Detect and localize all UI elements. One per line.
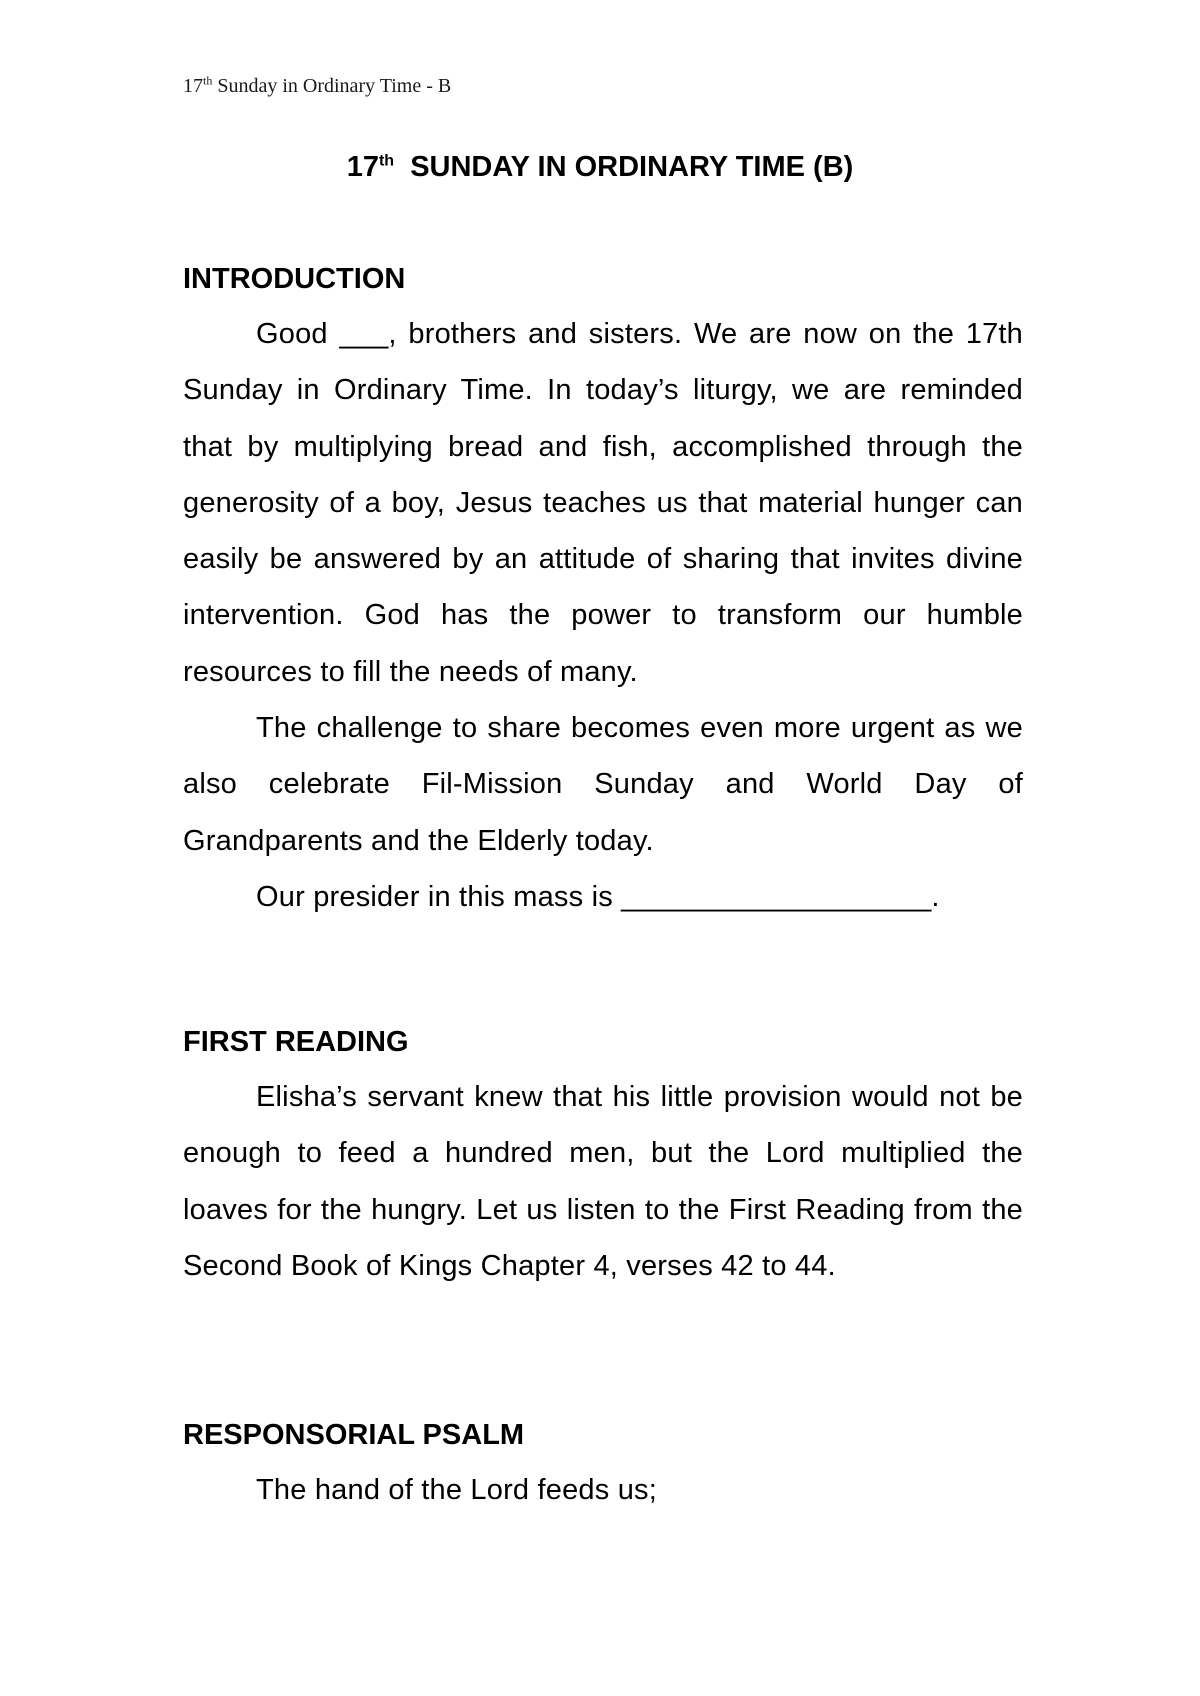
introduction-paragraph: Good ___, brothers and sisters. We are now on the 17th Sunday in Ordinary Time. In today’s liturgy, we are reminded that by multiplying bread and fish, accomplished through the generosity of a boy, Jesus teaches us that material hunger can easily be answered by an attitude of sharing that invites divine intervention. God has the power to transform our humble resources to fill the needs of many. (183, 318, 1023, 688)
first-reading-body (183, 1069, 1023, 1294)
introduction-paragraph: The challenge to share becomes even more urgent as we also celebrate Fil-Mission Sunday and World Day of Grandparents and the Elderly today. (183, 712, 1023, 857)
title-text: SUNDAY IN ORDINARY TIME (B) (394, 151, 854, 183)
running-header (183, 74, 451, 98)
psalm-response: The hand of the Lord feeds us; (256, 1474, 657, 1506)
document-title (0, 147, 1200, 187)
responsorial-psalm-body (183, 1462, 1023, 1518)
running-header-ordinal-suffix: th (203, 73, 213, 88)
first-reading-heading: FIRST READING (183, 1026, 409, 1058)
first-reading-paragraph: Elisha’s servant knew that his little provision would not be enough to feed a hundred men, but the Lord multiplied the loaves for the hungry. Let us listen to the First Reading from the Second Book of Kings Chapter 4, verses 42 to 44. (183, 1081, 1023, 1282)
title-number: 17 (346, 151, 379, 183)
running-header-number: 17 (183, 75, 203, 97)
introduction-heading: INTRODUCTION (183, 263, 406, 295)
introduction-paragraph-presider: Our presider in this mass is ___________________. (256, 880, 940, 913)
running-header-text: Sunday in Ordinary Time - B (212, 75, 452, 97)
introduction-body (183, 306, 1023, 925)
title-ordinal-suffix: th (378, 152, 395, 170)
responsorial-psalm-heading: RESPONSORIAL PSALM (183, 1419, 525, 1451)
